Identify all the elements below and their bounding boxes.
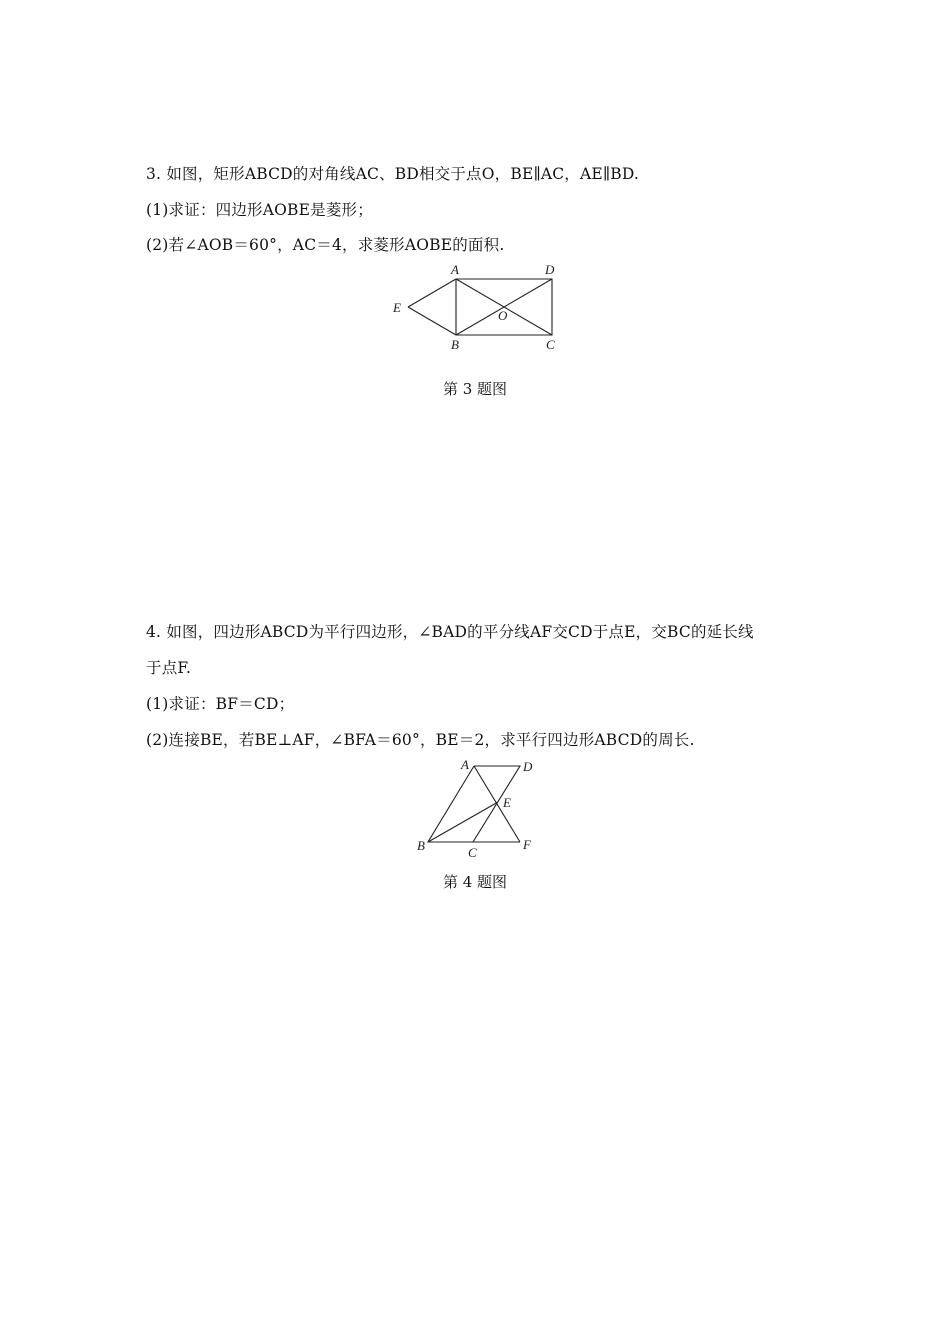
problem3-part1: (1)求证：四边形AOBE是菱形； <box>146 201 373 219</box>
label-e: E <box>503 795 511 810</box>
label-c: C <box>546 337 555 352</box>
label-d: D <box>523 759 533 774</box>
segment-be <box>428 802 498 842</box>
label-o: O <box>498 308 508 323</box>
label-d: D <box>545 262 555 277</box>
problem4-stem-line2: 于点F. <box>146 659 192 677</box>
label-e: E <box>393 300 401 315</box>
problem4-part1: (1)求证：BF＝CD； <box>146 695 295 713</box>
label-c: C <box>468 845 477 860</box>
problem4-caption: 第 4 题图 <box>442 873 508 891</box>
segment-ae <box>408 279 456 307</box>
segment-be <box>408 307 456 335</box>
problem3-stem: 3. 如图，矩形ABCD的对角线AC、BD相交于点O，BE∥AC，AE∥BD. <box>146 165 640 183</box>
problem3-caption: 第 3 题图 <box>442 380 508 398</box>
label-b: B <box>451 337 459 352</box>
label-a: A <box>461 757 469 772</box>
problem3-figure <box>380 258 580 358</box>
problem4-figure <box>410 755 550 865</box>
label-f: F <box>523 837 531 852</box>
problem3-part2: (2)若∠AOB＝60°，AC＝4，求菱形AOBE的面积. <box>146 236 505 254</box>
problem4-part2: (2)连接BE，若BE⊥AF，∠BFA＝60°，BE＝2，求平行四边形ABCD的周长. <box>146 731 695 749</box>
problem4-stem-line1: 4. 如图，四边形ABCD为平行四边形，∠BAD的平分线AF交CD于点E，交BC的延长线 <box>146 623 754 641</box>
label-b: B <box>417 838 425 853</box>
label-a: A <box>451 262 459 277</box>
